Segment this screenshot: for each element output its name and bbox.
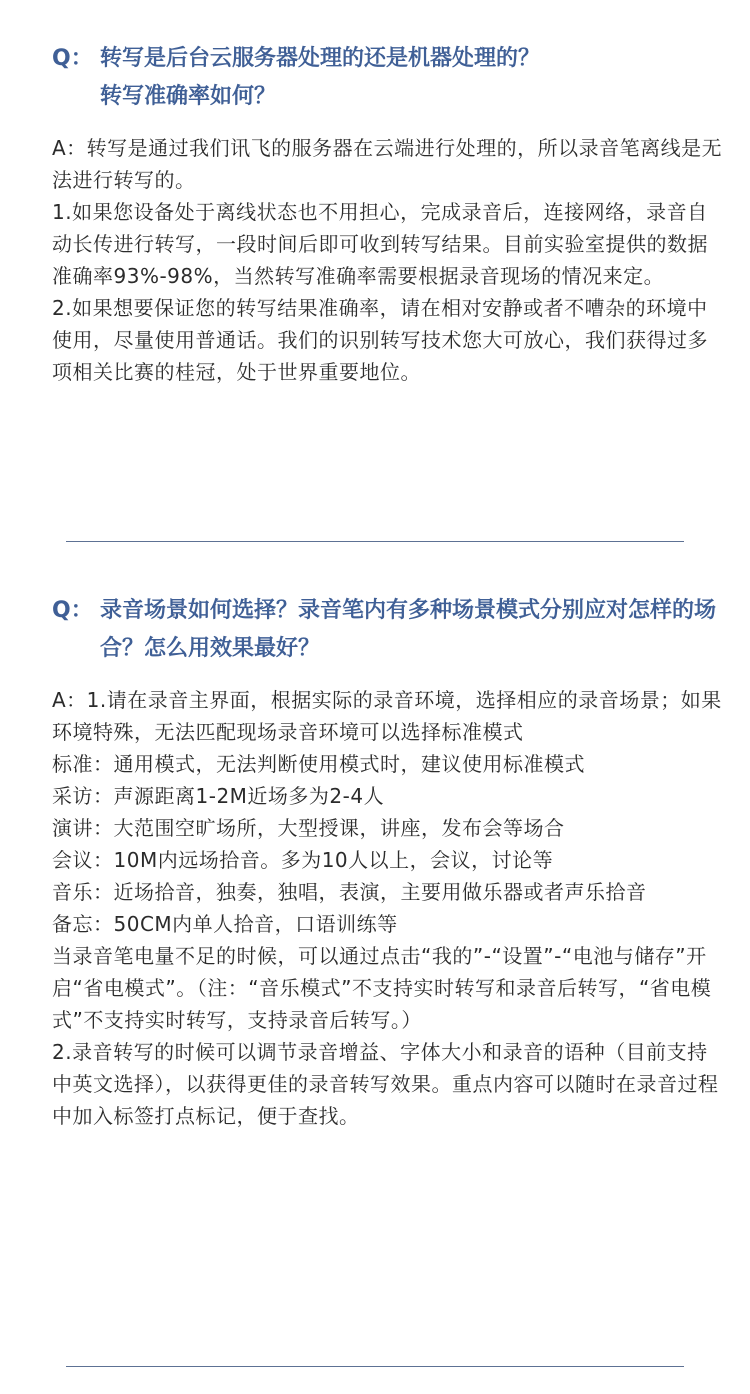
- answer-paragraph: 标准：通用模式，无法判断使用模式时，建议使用标准模式: [52, 752, 585, 776]
- answer-paragraph: 音乐：近场拾音，独奏，独唱，表演，主要用做乐器或者声乐拾音: [52, 880, 647, 904]
- answer-paragraph: 会议：10M内远场拾音。多为10人以上，会议，讨论等: [52, 848, 554, 872]
- question-line: 转写是后台云服务器处理的还是机器处理的？: [100, 46, 541, 71]
- answer-paragraph: 备忘：50CM内单人拾音，口语训练等: [52, 912, 398, 936]
- faq-section-recording-scenes: [52, 592, 724, 1132]
- question-text: [100, 40, 724, 116]
- answer-paragraph: 2.如果想要保证您的转写结果准确率，请在相对安静或者不嘈杂的环境中使用，尽量使用普通话。我们的识别转写技术您大可放心，我们获得过多项相关比赛的桂冠，处于世界重要地位。: [52, 296, 708, 384]
- answer-paragraph: A：1.请在录音主界面，根据实际的录音环境，选择相应的录音场景；如果环境特殊，无法匹配现场录音环境可以选择标准模式: [52, 688, 722, 744]
- answer-paragraph: 演讲：大范围空旷场所，大型授课，讲座，发布会等场合: [52, 816, 565, 840]
- question-text: [100, 592, 724, 668]
- question-heading: [52, 40, 724, 116]
- question-prefix: Q：: [52, 46, 93, 71]
- question-prefix: Q：: [52, 598, 93, 623]
- answer-paragraph: 2.录音转写的时候可以调节录音增益、字体大小和录音的语种（目前支持中英文选择），以获得更佳的录音转写效果。重点内容可以随时在录音过程中加入标签打点标记，便于查找。: [52, 1040, 719, 1128]
- answer-paragraph: 当录音笔电量不足的时候，可以通过点击“我的”-“设置”-“电池与储存”开启“省电模式”。（注：“音乐模式”不支持实时转写和录音后转写，“省电模式”不支持实时转写，支持录音后转写。）: [52, 944, 712, 1032]
- section-divider: [66, 541, 684, 542]
- question-line: 转写准确率如何？: [100, 84, 277, 109]
- question-line: 录音场景如何选择？录音笔内有多种场景模式分别应对怎样的场合？怎么用效果最好？: [100, 598, 717, 661]
- answer-body: [52, 684, 724, 1132]
- answer-paragraph: 采访：声源距离1-2M近场多为2-4人: [52, 784, 385, 808]
- faq-section-transcription: [52, 40, 724, 388]
- answer-body: [52, 132, 724, 388]
- section-divider: [66, 1366, 684, 1367]
- question-heading: [52, 592, 724, 668]
- answer-paragraph: A：转写是通过我们讯飞的服务器在云端进行处理的，所以录音笔离线是无法进行转写的。: [52, 136, 723, 192]
- answer-paragraph: 1.如果您设备处于离线状态也不用担心，完成录音后，连接网络，录音自动长传进行转写，一段时间后即可收到转写结果。目前实验室提供的数据准确率93%-98%，当然转写准确率需要根据录音现场的情况来定。: [52, 200, 708, 288]
